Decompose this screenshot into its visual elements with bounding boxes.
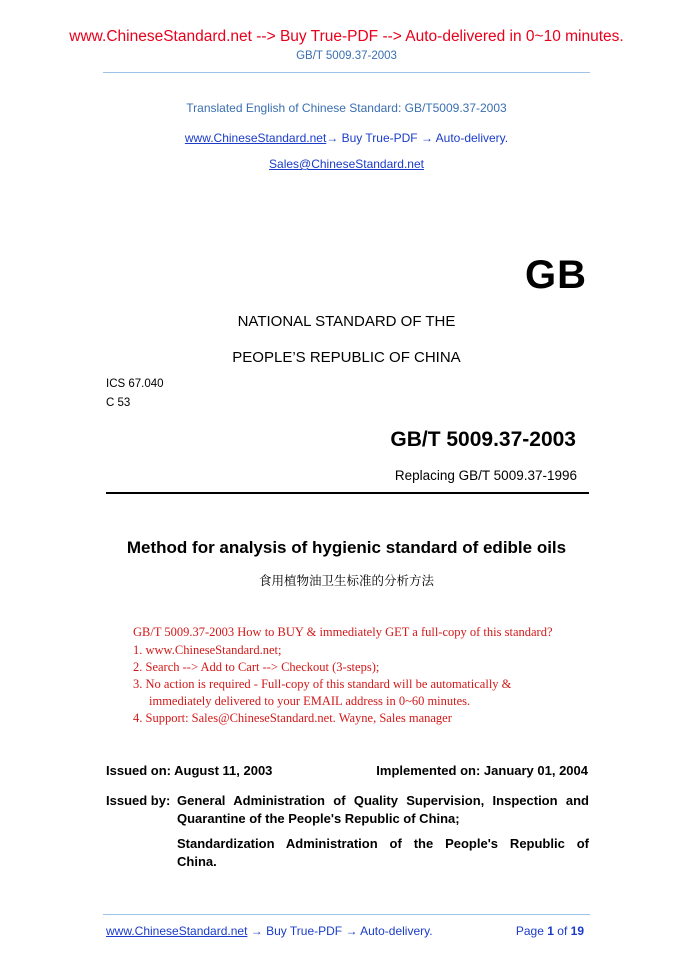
site-link[interactable]: www.ChineseStandard.net bbox=[184, 131, 327, 145]
purchase-step-3: 3. No action is required - Full-copy of this standard will be automatically & bbox=[133, 677, 512, 691]
national-standard-line1: NATIONAL STANDARD OF THE bbox=[237, 313, 456, 330]
page-of: of bbox=[557, 924, 568, 938]
translated-notice: Translated English of Chinese Standard: GB/T5009.37-2003 bbox=[186, 101, 507, 115]
ics-code: ICS 67.040 bbox=[106, 378, 164, 390]
issued-on-date: Issued on: August 11, 2003 bbox=[106, 763, 273, 778]
sales-email-link[interactable]: Sales@ChineseStandard.net bbox=[269, 157, 424, 171]
header-divider bbox=[103, 72, 590, 73]
purchase-step-3-continued: immediately delivered to your EMAIL address in 0~60 minutes. bbox=[149, 694, 471, 708]
page-prefix: Page bbox=[515, 924, 544, 938]
title-divider bbox=[106, 492, 589, 494]
standard-number: GB/T 5009.37-2003 bbox=[390, 428, 576, 451]
site-line bbox=[0, 131, 693, 145]
national-standard-line2: PEOPLE’S REPUBLIC OF CHINA bbox=[232, 349, 461, 366]
purchase-step-1[interactable]: 1. www.ChineseStandard.net; bbox=[133, 643, 282, 657]
page-current: 1 bbox=[547, 924, 554, 938]
ccs-code: C 53 bbox=[106, 397, 131, 409]
issuer-org1-line2: Quarantine of the People's Republic of China; bbox=[177, 811, 460, 826]
document-title: Method for analysis of hygienic standard of edible oils bbox=[126, 538, 567, 557]
header-doc-code: GB/T 5009.37-2003 bbox=[296, 50, 397, 62]
purchase-heading: GB/T 5009.37-2003 How to BUY & immediately GET a full-copy of this standard? bbox=[133, 625, 553, 639]
page-total: 19 bbox=[570, 924, 584, 938]
purchase-step-4: 4. Support: Sales@ChineseStandard.net. Wayne, Sales manager bbox=[133, 711, 452, 725]
issued-by-label: Issued by: bbox=[106, 793, 171, 808]
purchase-step-2: 2. Search --> Add to Cart --> Checkout (3-steps); bbox=[133, 660, 380, 674]
footer-site-link[interactable]: www.ChineseStandard.net bbox=[106, 924, 248, 938]
issuer-org2-line1: Standardization Administration of the People's Republic of bbox=[177, 836, 589, 851]
gb-mark: GB bbox=[525, 253, 587, 297]
site-link-suffix: → Buy True-PDF → Auto-delivery. bbox=[326, 131, 509, 145]
footer-link-suffix: → Buy True-PDF → Auto-delivery. bbox=[247, 924, 433, 938]
implemented-on-date: Implemented on: January 01, 2004 bbox=[376, 763, 588, 778]
document-title-chinese: 食用植物油卫生标准的分析方法 bbox=[258, 574, 434, 588]
issuer-org2-line2: China. bbox=[177, 854, 217, 869]
replacing-note: Replacing GB/T 5009.37-1996 bbox=[394, 468, 577, 483]
page-indicator bbox=[516, 924, 584, 938]
footer-divider bbox=[103, 914, 590, 915]
issuer-org1-line1: General Administration of Quality Supervision, Inspection and bbox=[177, 793, 589, 808]
top-banner[interactable]: www.ChineseStandard.net --> Buy True-PDF --> Auto-delivered in 0~10 minutes. bbox=[69, 28, 624, 45]
footer-line bbox=[106, 924, 433, 938]
